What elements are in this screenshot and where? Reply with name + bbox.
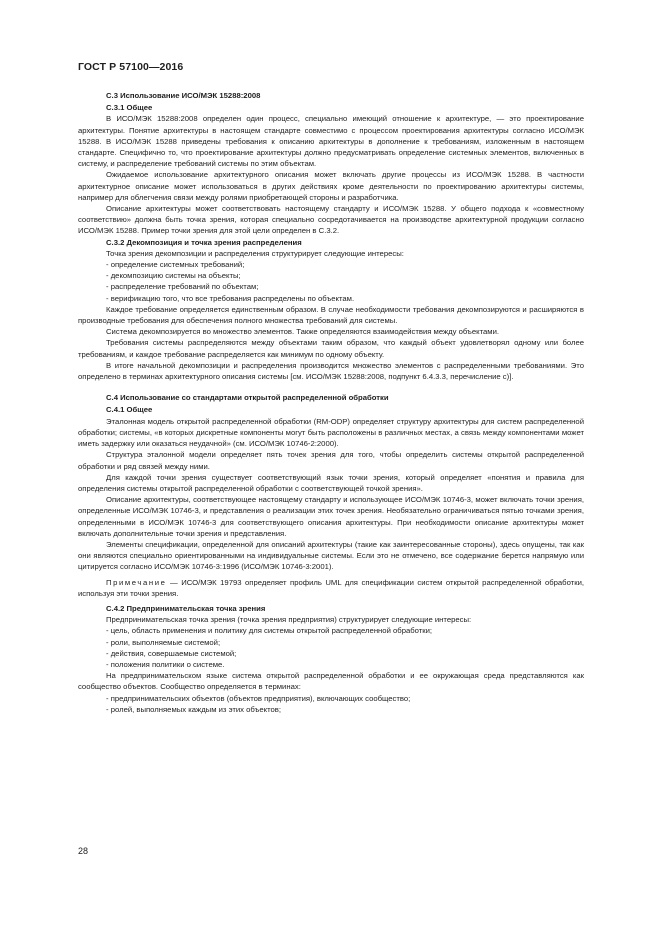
subsection-heading: С.3.2 Декомпозиция и точка зрения распределения xyxy=(106,237,302,247)
list-item: - предпринимательских объектов (объектов предприятия), включающих сообщество; xyxy=(106,693,411,703)
list-item: - положения политики о системе. xyxy=(106,659,225,669)
paragraph: Предпринимательская точка зрения (точка зрения предприятия) структурирует следующие интересы: xyxy=(106,615,472,625)
paragraph: В итоге начальной декомпозиции и распределения производится множество элементов с распределенными требованиями. Это определено в терминах архитектурного описания системы [см. ИСО/МЭК 15288:2008, подпункт 6.4.3.3, перечисление с)]. xyxy=(78,360,584,382)
list-item: - действия, совершаемые системой; xyxy=(106,648,237,658)
subsection-heading: С.4.1 Общее xyxy=(106,405,153,415)
paragraph: Для каждой точки зрения существует соответствующий язык точки зрения, который определяет «понятия и правила для определения системы открытой распределенной обработки с соответствующей точкой зрения». xyxy=(78,472,584,493)
document-body xyxy=(78,90,584,715)
paragraph: Описание архитектуры может соответствовать настоящему стандарту и ИСО/МЭК 15288. У общего подхода к «совместному соответствию» должна быть точка зрения, которая специально сосредотачивается на производстве архитектурной продукции согласно ИСО/МЭК 15288. Пример точки зрения для этой цели определен в С.3.2. xyxy=(78,204,584,236)
paragraph: Эталонная модель открытой распределенной обработки (RM-ODP) определяет структуру архитектуры для систем распределенной обработки; системы, «в которых дискретные компоненты могут быть расположены в различных местах, а связь между компонентами может иметь задержку или оказаться неудачной» (см. ИСО/МЭК 10746-2:2000). xyxy=(78,416,584,449)
paragraph: Ожидаемое использование архитектурного описания может включать другие процессы из ИСО/МЭК 15288. В частности архитектурное описание может использоваться в других действиях кроме деятельности по проектированию архитектуры системы, например для облегчения связи между ролями приобретающей стороны и разработчика. xyxy=(78,170,584,202)
paragraph: Требования системы распределяются между объектами таким образом, что каждый объект удовлетворял одному или более требованиям, и каждое требование распределяется как минимум по одному объекту. xyxy=(78,338,584,359)
paragraph: Каждое требование определяется единственным образом. В случае необходимости требования декомпозируются и расширяются в производные требования для обеспечения полного множества требований для системы. xyxy=(78,304,584,326)
note xyxy=(78,577,584,599)
document-header: ГОСТ Р 57100—2016 xyxy=(78,61,184,73)
list-item: - распределение требований по объектам; xyxy=(106,282,259,292)
section-heading: С.4 Использование со стандартами открытой распределенной обработки xyxy=(106,393,389,403)
list-item: - цель, область применения и политику для системы открытой распределенной обработки; xyxy=(106,626,433,636)
subsection-heading: С.3.1 Общее xyxy=(106,103,153,113)
note-text: — ИСО/МЭК 19793 определяет профиль UML для спецификации систем открытой распределенной обработки, используя эти точки зрения. xyxy=(78,577,584,598)
list-item: - верификацию того, что все требования распределены по объектам. xyxy=(106,293,355,303)
paragraph: Структура эталонной модели определяет пять точек зрения для того, чтобы определить системы открытой распределенной обработки и ряд связей между ними. xyxy=(78,450,584,471)
section-heading: С.3 Использование ИСО/МЭК 15288:2008 xyxy=(106,91,261,100)
note-label: Примечание xyxy=(106,577,167,587)
paragraph: В ИСО/МЭК 15288:2008 определен один процесс, специально имеющий отношение к архитектуре, — это проектирование архитектуры. Понятие архитектуры в настоящем стандарте совместимо с процессом проектирования архитектуры согласно ИСО/МЭК 15288. В ИСО/МЭК 15288 приведены требования к описанию архитектуры в дополнение к требованиям, изложенным в настоящем стандарте. Специфично то, что проектирование архитектуры должно предусматривать определение системных элементов, включенных в систему, и распределение требований системы по этим объектам. xyxy=(78,114,584,169)
list-item: - ролей, выполняемых каждым из этих объектов; xyxy=(106,704,282,714)
subsection-heading: С.4.2 Предпринимательская точка зрения xyxy=(106,603,266,613)
list-item: - роли, выполняемые системой; xyxy=(106,637,221,647)
paragraph: На предпринимательском языке система открытой распределенной обработки и ее окружающая среда представляются как сообщество объектов. Сообщество определяется в терминах: xyxy=(78,671,584,692)
paragraph: Описание архитектуры, соответствующее настоящему стандарту и использующее ИСО/МЭК 10746-3, может включать точки зрения, определенные ИСО/МЭК 10746-3, и представления о реализации этих точек зрения. Необязательно ограничиваться пятью точками зрения, определенными в ИСО/МЭК 10746-3 для соответствующего описания архитектуры. При необходимости описание архитектуры может включать дополнительные точки зрения и представления. xyxy=(78,495,584,538)
paragraph: Точка зрения декомпозиции и распределения структурирует следующие интересы: xyxy=(106,248,404,258)
list-item: - декомпозицию системы на объекты; xyxy=(106,271,241,281)
paragraph: Система декомпозируется во множество элементов. Также определяются взаимодействия между объектами. xyxy=(106,327,500,337)
paragraph: Элементы спецификации, определенной для описаний архитектуры (такие как заинтересованные стороны), здесь опущены, так как они являются специально ориентированными на индивидуальные системы. Если это не отмечено, все содержание берется напрямую или цитируется согласно ИСО/МЭК 10746-3:1996 (ИСО/МЭК 10746-3:2001). xyxy=(78,539,584,572)
page-number: 28 xyxy=(78,846,89,856)
list-item: - определение системных требований; xyxy=(106,260,245,270)
